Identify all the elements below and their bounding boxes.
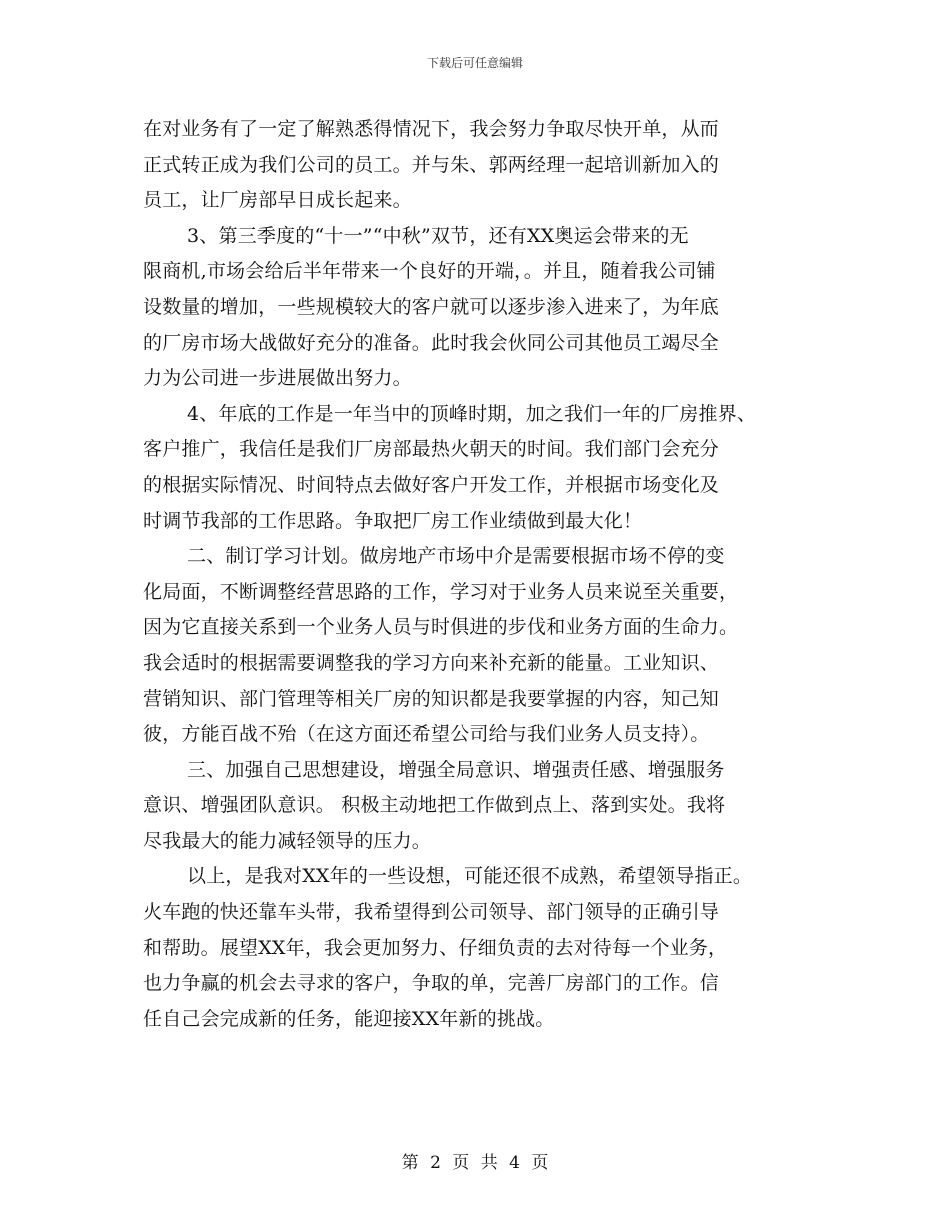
document-body [143,112,833,1037]
text-line: 化局面，不断调整经营思路的工作，学习对于业务人员来说至关重要， [143,580,739,603]
text-line: 营销知识、部门管理等相关厂房的知识都是我要掌握的内容，知己知 [143,687,720,710]
text-line: 3、第三季度的“十一”“中秋”双节，还有XX奥运会带来的无 [187,224,689,247]
text-line: 任自己会完成新的任务，能迎接XX年新的挑战。 [143,1007,555,1030]
text-line: 尽我最大的能力减轻领导的压力。 [143,829,432,852]
text-line: 因为它直接关系到一个业务人员与时俱进的步伐和业务方面的生命力。 [143,616,739,639]
text-line: 也力争赢的机会去寻求的客户，争取的单，完善厂房部门的工作。信 [143,972,720,995]
text-line: 的根据实际情况、时间特点去做好客户开发工作，并根据市场变化及 [143,473,720,496]
text-line: 彼，方能百战不殆（在这方面还希望公司给与我们业务人员支持）。 [143,723,710,746]
text-line: 在对业务有了一定了解熟悉得情况下，我会努力争取尽快开单，从而 [143,118,720,140]
text-line: 力为公司进一步进展做出努力。 [143,367,412,390]
text-line: 以上，是我对XX年的一些设想，可能还很不成熟，希望领导指正。 [187,865,753,888]
text-line: 设数量的增加，一些规模较大的客户就可以逐步渗入进来了，为年底 [143,295,720,318]
text-line: 时调节我部的工作思路。争取把厂房工作业绩做到最大化！ [143,509,643,532]
page-number-footer: 第 2 页 共 4 页 [401,1153,549,1173]
text-line: 我会适时的根据需要调整我的学习方向来补充新的能量。工业知识、 [143,651,720,674]
text-line: 客户推广，我信任是我们厂房部最热火朝天的时间。我们部门会充分 [143,438,720,461]
text-line: 火车跑的快还靠车头带，我希望得到公司领导、部门领导的正确引导 [143,901,720,924]
text-line: 4、年底的工作是一年当中的顶峰时期，加之我们一年的厂房推界、 [187,402,757,425]
text-line: 三、加强自己思想建设，增强全局意识、增强责任感、增强服务 [187,758,725,781]
text-line: 意识、增强团队意识。 积极主动地把工作做到点上、落到实处。我将 [143,794,726,817]
text-line: 正式转正成为我们公司的员工。并与朱、郭两经理一起培训新加入的 [143,153,720,176]
text-line: 员工，让厂房部早日成长起来。 [143,189,412,212]
text-line: 的厂房市场大战做好充分的准备。此时我会伙同公司其他员工竭尽全 [143,331,720,354]
page-header: 下载后可任意编辑 [426,56,523,70]
text-line: 和帮助。展望XX年，我会更加努力、仔细负责的去对待每一个业务， [143,936,728,959]
text-line: 限商机,市场会给后半年带来一个良好的开端，。并且，随着我公司铺 [143,260,716,283]
text-line: 二、制订学习计划。做房地产市场中介是需要根据市场不停的变 [187,545,725,568]
